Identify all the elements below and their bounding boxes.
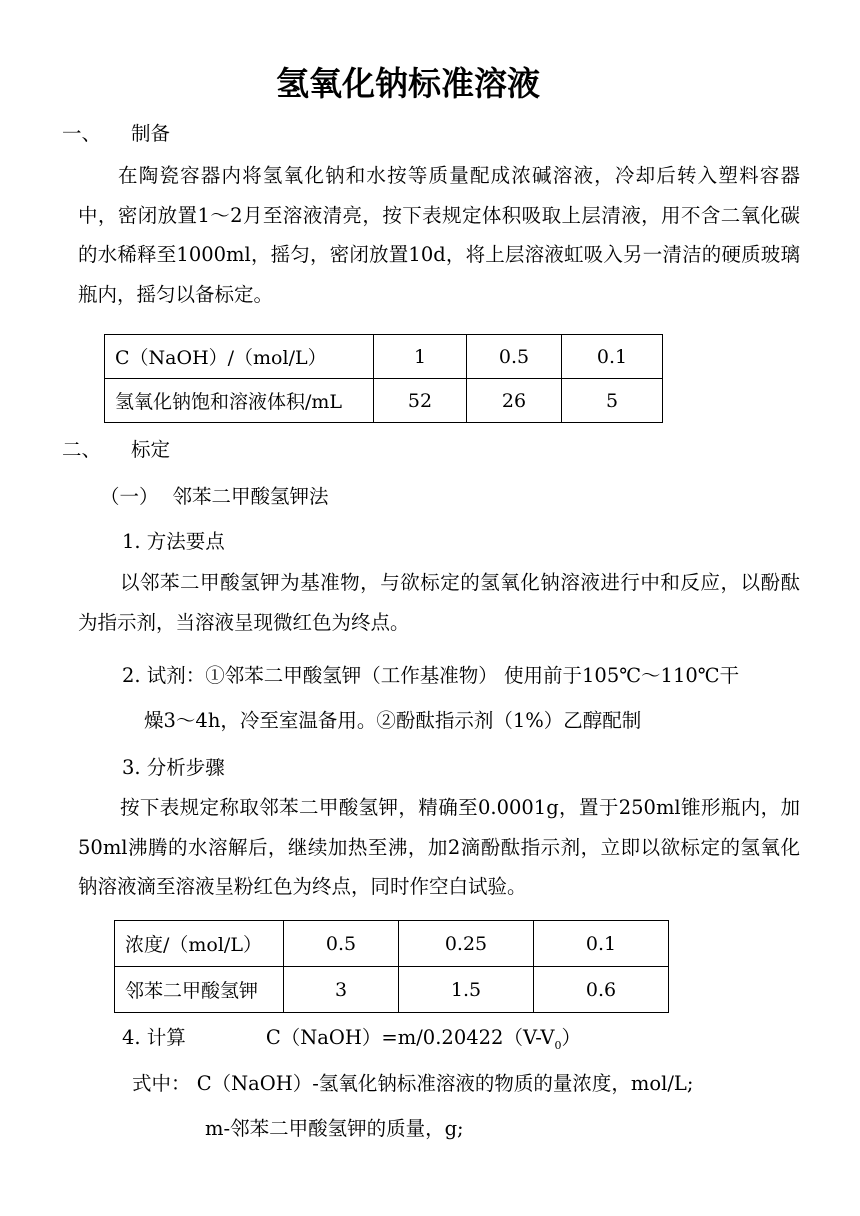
table-cell: 邻苯二甲酸氢钾 <box>115 967 284 1013</box>
table-cell: 52 <box>374 379 467 423</box>
subsection-number: （一） <box>100 485 159 508</box>
section-label: 标定 <box>131 438 171 461</box>
formula-end: ） <box>561 1026 582 1049</box>
subsection-heading <box>100 481 329 509</box>
table-cell: 0.5 <box>284 921 399 967</box>
formula-main: C（NaOH）=m/0.20422（V-V <box>265 1026 555 1049</box>
formula <box>265 1026 582 1052</box>
procedure-paragraph: 按下表规定称取邻苯二甲酸氢钾，精确至0.0001g，置于250ml锥形瓶内，加50ml沸腾的水溶解后，继续加热至沸，加2滴酚酞指示剂，立即以欲标定的氢氧化钠溶液滴至溶液呈粉红色为终点，同时作空白试验。 <box>78 796 800 899</box>
table-cell: 0.6 <box>534 967 669 1013</box>
table-cell: 0.1 <box>534 921 669 967</box>
table-cell: 1 <box>374 335 467 379</box>
item-heading-method: 1. 方法要点 <box>122 530 225 553</box>
prep-paragraph: 在陶瓷容器内将氢氧化钠和水按等质量配成浓碱溶液，冷却后转入塑料容器中，密闭放置1～2月至溶液清亮，按下表规定体积吸取上层清液，用不含二氧化碳的水稀释至1000ml，摇匀，密闭放置10d，将上层溶液虹吸入另一清洁的硬质玻璃瓶内，摇匀以备标定。 <box>78 164 800 306</box>
table-cell: 浓度/（mol/L） <box>115 921 284 967</box>
table-cell: 0.5 <box>467 335 562 379</box>
where-line-1: 式中： C（NaOH）-氢氧化钠标准溶液的物质的量浓度，mol/L; <box>132 1072 694 1095</box>
section-number: 一、 <box>62 122 102 145</box>
table-cell: 0.1 <box>562 335 663 379</box>
table-cell: 1.5 <box>399 967 534 1013</box>
formula-subscript: 0 <box>554 1038 562 1052</box>
table-cell: 氢氧化钠饱和溶液体积/mL <box>105 379 374 423</box>
item-heading-calculation <box>122 1022 581 1052</box>
section-number: 二、 <box>62 438 102 461</box>
table-cell: 0.25 <box>399 921 534 967</box>
table-cell: C（NaOH）/（mol/L） <box>105 335 374 379</box>
table-cell: 26 <box>467 379 562 423</box>
calc-label: 4. 计算 <box>122 1026 186 1049</box>
where-line-2: m-邻苯二甲酸氢钾的质量，g; <box>205 1117 464 1140</box>
table-cell: 3 <box>284 967 399 1013</box>
naoh-volume-table <box>104 334 663 423</box>
method-paragraph: 以邻苯二甲酸氢钾为基准物，与欲标定的氢氧化钠溶液进行中和反应，以酚酞为指示剂，当溶液呈现微红色为终点。 <box>78 571 800 634</box>
item-heading-procedure: 3. 分析步骤 <box>122 756 225 779</box>
subsection-label: 邻苯二甲酸氢钾法 <box>172 485 329 508</box>
reagent-line-2: 燥3～4h，冷至室温备用。②酚酞指示剂（1%）乙醇配制 <box>144 709 642 732</box>
reagent-line-1: 2. 试剂：①邻苯二甲酸氢钾（工作基准物） 使用前于105℃～110℃干 <box>122 664 740 687</box>
khp-mass-table <box>114 920 669 1013</box>
section-label: 制备 <box>131 122 171 145</box>
page-title: 氢氧化钠标准溶液 <box>276 64 540 103</box>
section-heading-standardize <box>62 434 170 462</box>
section-heading-prep <box>62 118 170 146</box>
table-cell: 5 <box>562 379 663 423</box>
